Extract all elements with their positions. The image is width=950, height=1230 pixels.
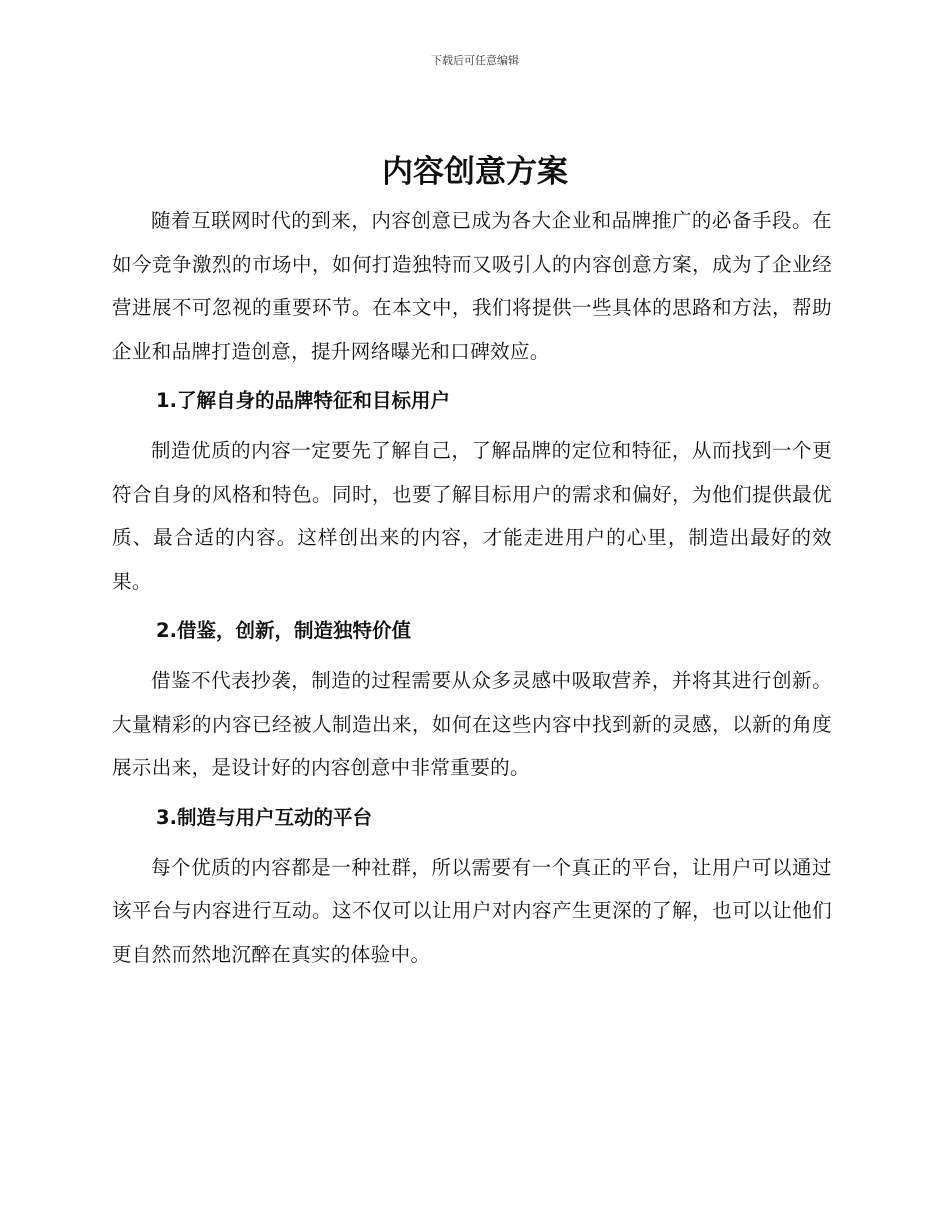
- section-paragraph-1: 制造优质的内容一定要先了解自己，了解品牌的定位和特征，从而找到一个更符合自身的风格和特色。同时，也要了解目标用户的需求和偏好，为他们提供最优质、最合适的内容。这样创出来的内容，才能走进用户的心里，制造出最好的效果。: [112, 439, 832, 593]
- page-header-note: 下载后可任意编辑: [431, 54, 519, 67]
- section-gap: [112, 790, 832, 794]
- section-gap: [112, 373, 832, 377]
- document-title: 内容创意方案: [382, 154, 568, 190]
- section-heading-1: 1.了解自身的品牌特征和目标用户: [156, 389, 450, 412]
- document-body: [112, 199, 832, 976]
- section-paragraph-3: 每个优质的内容都是一种社群，所以需要有一个真正的平台，让用户可以通过该平台与内容进行互动。这不仅可以让用户对内容产生更深的了解，也可以让他们更自然而然地沉醉在真实的体验中。: [112, 855, 832, 966]
- section-heading-2: 2.借鉴，创新，制造独特价值: [156, 619, 411, 642]
- section-gap: [112, 603, 832, 607]
- section-heading-3: 3.制造与用户互动的平台: [156, 805, 372, 829]
- intro-paragraph: 随着互联网时代的到来，内容创意已成为各大企业和品牌推广的必备手段。在如今竞争激烈的市场中，如何打造独特而又吸引人的内容创意方案，成为了企业经营进展不可忽视的重要环节。在本文中，我们将提供一些具体的思路和方法，帮助企业和品牌打造创意，提升网络曝光和口碑效应。: [112, 209, 832, 363]
- section-paragraph-2: 借鉴不代表抄袭，制造的过程需要从众多灵感中吸取营养，并将其进行创新。大量精彩的内容已经被人制造出来，如何在这些内容中找到新的灵感，以新的角度展示出来，是设计好的内容创意中非常重要的。: [112, 669, 832, 779]
